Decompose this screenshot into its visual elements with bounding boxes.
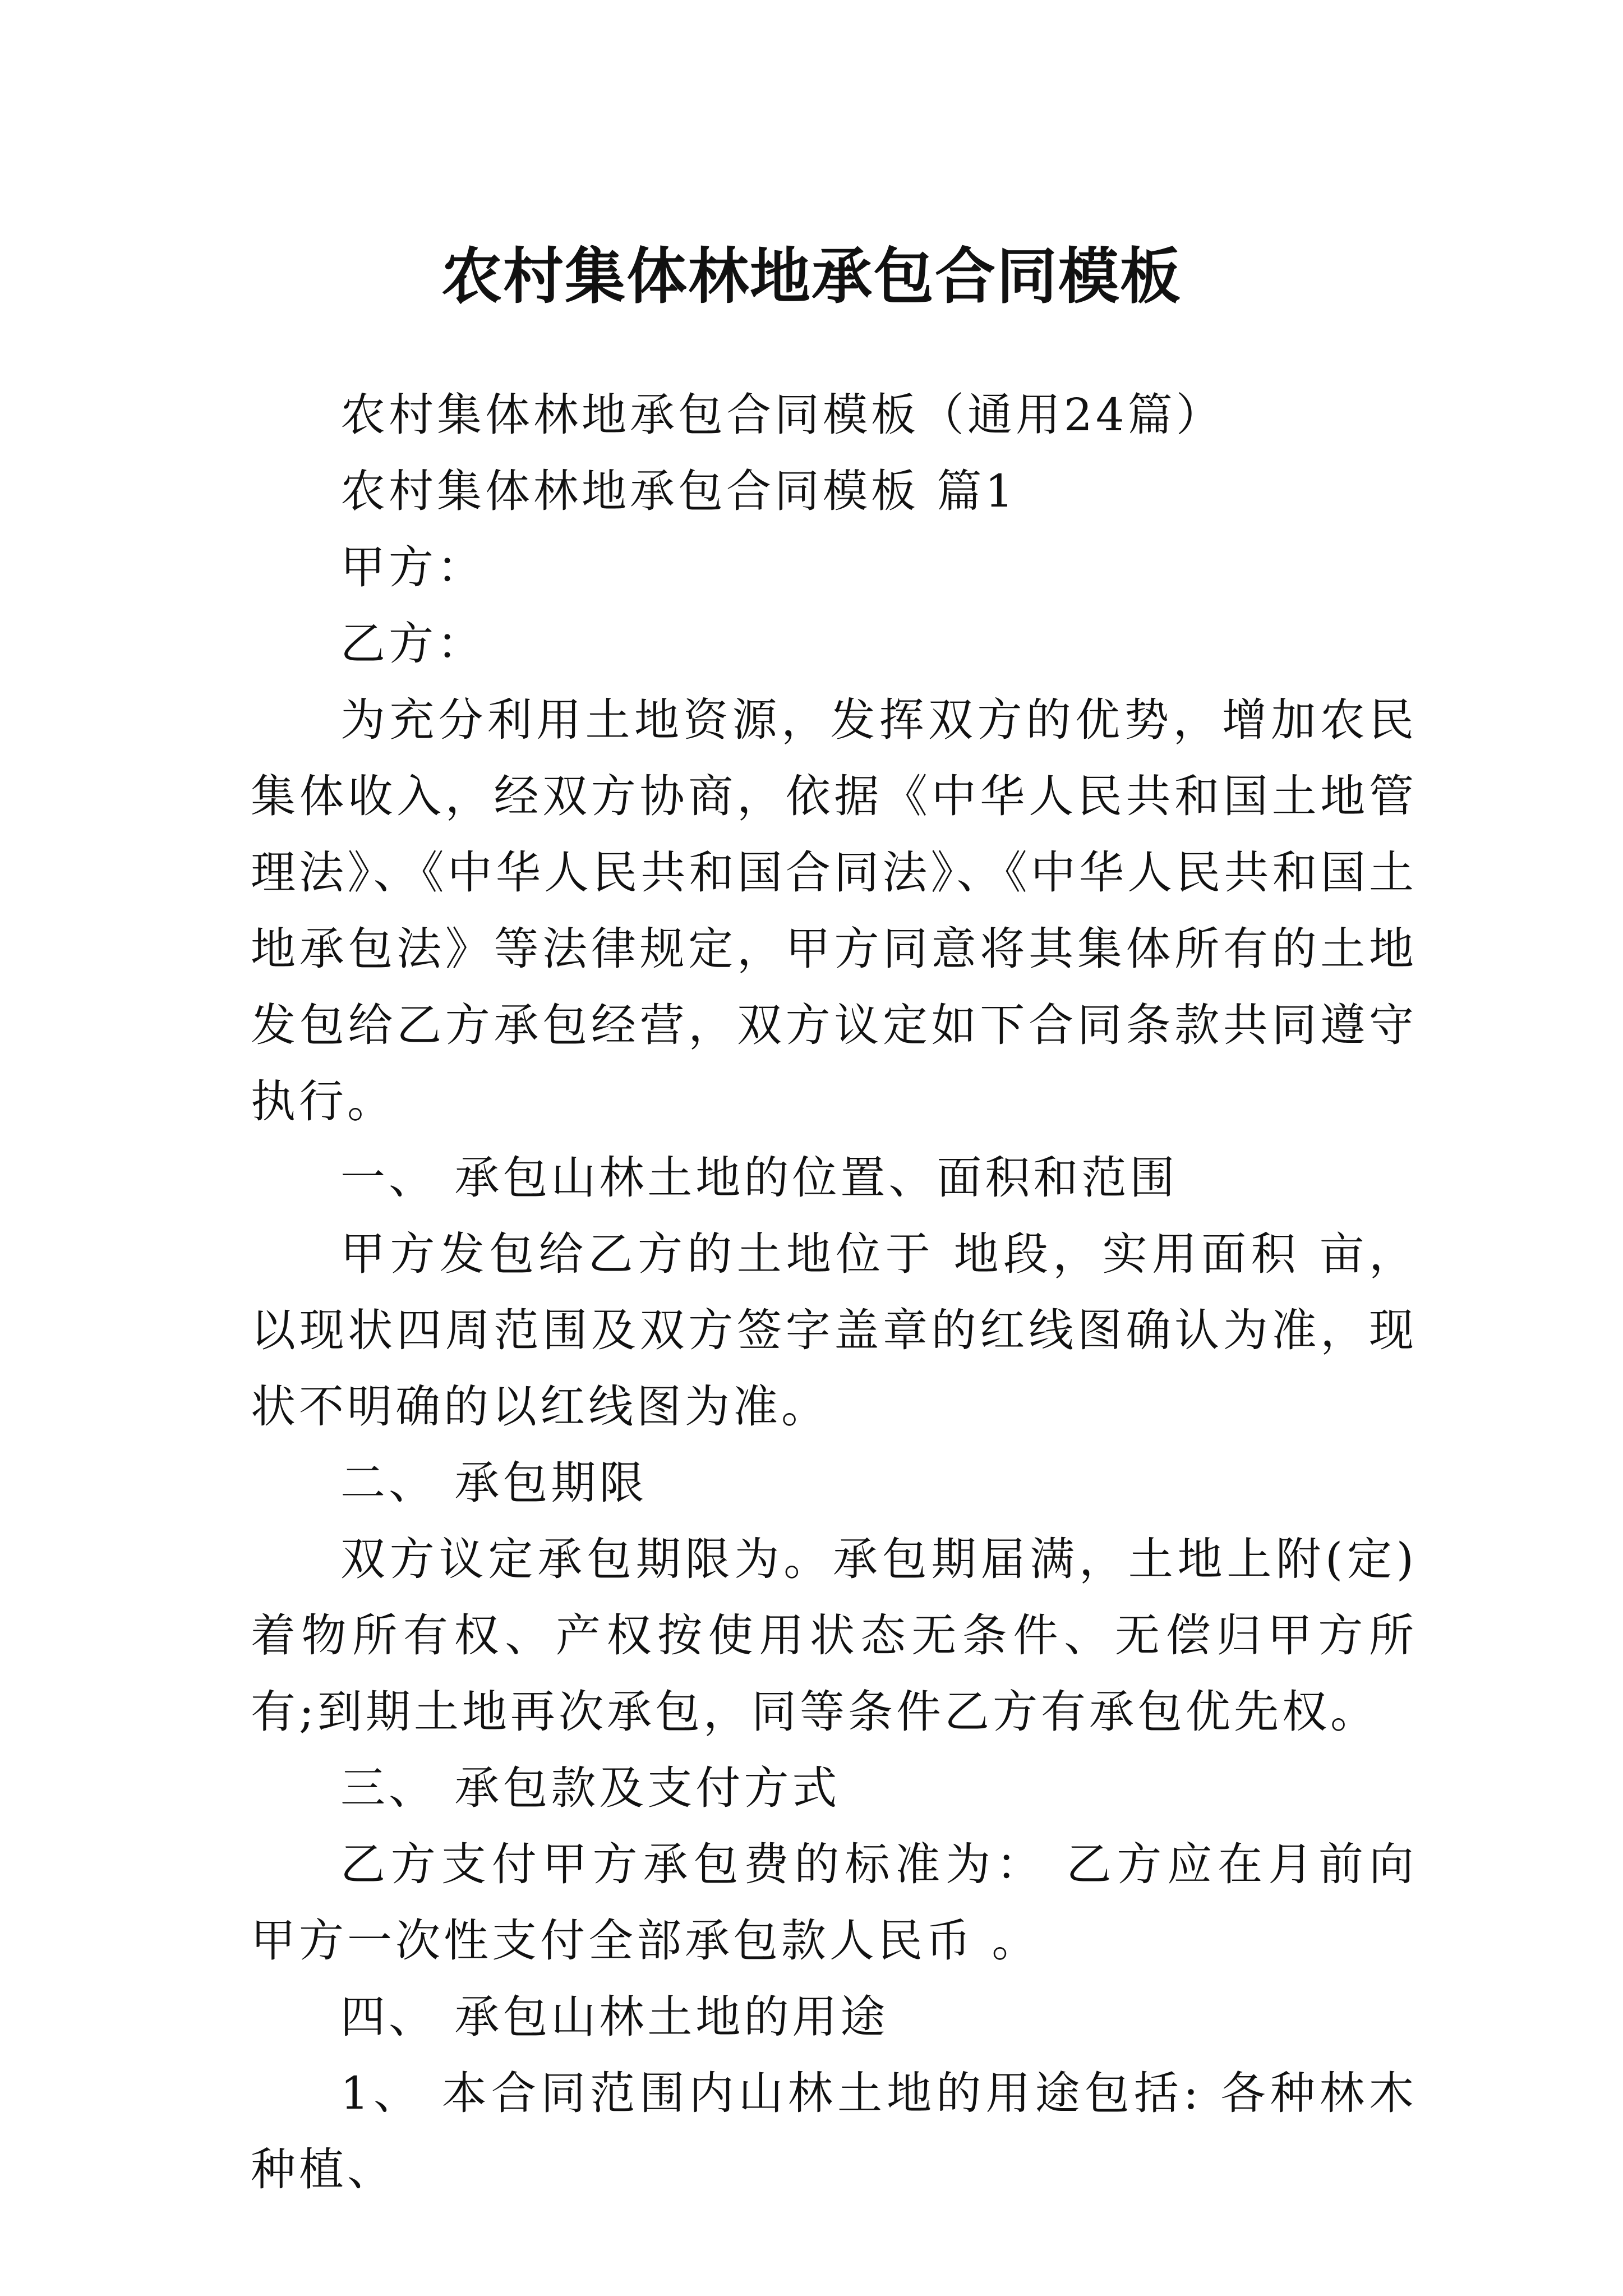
- clause-heading-4: 四、 承包山林土地的用途: [340, 1991, 889, 2043]
- subtitle-paragraph: 农村集体林地承包合同模板（通用24篇）: [340, 389, 1224, 441]
- preamble-paragraph: 为充分利用土地资源，发挥双方的优势，增加农民集体收入，经双方协商，依据《中华人民共和国土地管理法》、《中华人民共和国合同法》、《中华人民共和国土地承包法》等法律规定，甲方同意将其集体所有的土地发包给乙方承包经营，双方议定如下合同条款共同遵守执行。: [251, 694, 1417, 1128]
- party-a-line: 甲方：: [340, 541, 485, 593]
- clause-text-1: 甲方发包给乙方的土地位于 地段，实用面积 亩，以现状四周范围及双方签字盖章的红线图确认为准，现状不明确的以红线图为准。: [251, 1228, 1417, 1433]
- clause-heading-3: 三、 承包款及支付方式: [340, 1762, 841, 1814]
- clause-text-4-item-1: 1、 本合同范围内山林土地的用途包括: 各种林木种植、: [251, 2067, 1417, 2196]
- document-body: [251, 377, 1417, 2208]
- clause-heading-2: 二、 承包期限: [340, 1457, 648, 1509]
- document-title: 农村集体林地承包合同模板: [441, 242, 1182, 312]
- clause-text-3: 乙方支付甲方承包费的标准为： 乙方应在月前向甲方一次性支付全部承包款人民币 。: [251, 1838, 1417, 1967]
- party-b-line: 乙方：: [340, 618, 485, 670]
- section-heading-paragraph: 农村集体林地承包合同模板 篇1: [340, 465, 1017, 517]
- clause-text-2: 双方议定承包期限为。承包期届满，土地上附(定)着物所有权、产权按使用状态无条件、无偿归甲方所有;到期土地再次承包，同等条件乙方有承包优先权。: [251, 1533, 1417, 1738]
- clause-heading-1: 一、 承包山林土地的位置、面积和范围: [340, 1152, 1178, 1204]
